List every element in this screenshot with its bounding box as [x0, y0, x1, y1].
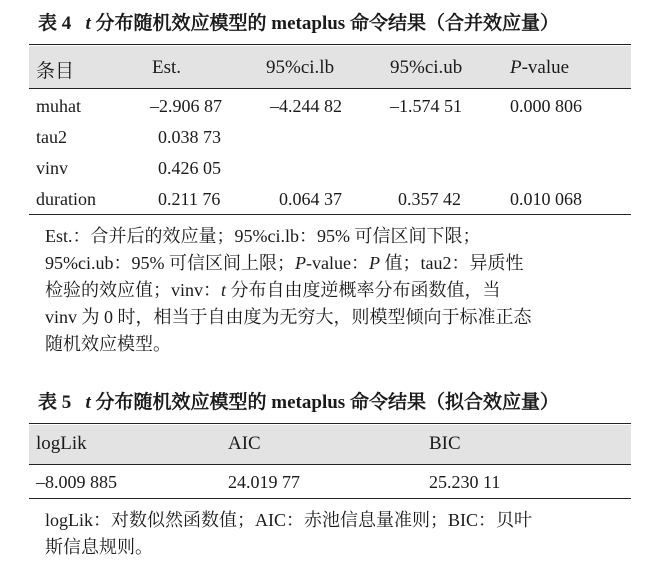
table4-cell: duration [36, 189, 96, 209]
table4-caption-prefix: 表 4 [38, 13, 72, 34]
table4-cell: vinv [36, 158, 69, 178]
table4-header-p: P [510, 57, 522, 78]
table4-cell: –4.244 82 [270, 96, 342, 116]
table4-note [45, 223, 615, 358]
table5-caption-t: t [85, 392, 91, 413]
table4-header-rule [29, 88, 631, 89]
table4-cell: 0.211 76 [158, 189, 221, 209]
table4-note-line: Est.：合并后的效应量；95%ci.lb：95% 可信区间下限； [45, 226, 481, 246]
table4-header-ciub: 95%ci.ub [390, 57, 463, 78]
table5-cell: 25.230 11 [429, 472, 501, 492]
table5-caption [38, 387, 559, 414]
table4-cell: 0.038 73 [158, 127, 221, 147]
table4-cell: –1.574 51 [390, 96, 462, 116]
table5-header-loglik: logLik [36, 433, 87, 454]
table5-note-line: 斯信息规则。 [45, 537, 153, 557]
table5-cell: 24.019 77 [228, 472, 300, 492]
table4-note-line: 检验的效应值；vinv：t 分布自由度逆概率分布函数值，当 [45, 280, 501, 300]
table5-note [45, 507, 615, 561]
table4-cell: muhat [36, 96, 81, 116]
table5-header-rule [29, 464, 631, 465]
table4-header-pvalue-label: -value [521, 57, 570, 78]
table4-header-pvalue [510, 57, 569, 79]
table4-caption-text: 分布随机效应模型的 metaplus 命令结果（合并效应量） [95, 13, 559, 34]
table5-note-line: logLik：对数似然函数值；AIC：赤池信息量准则；BIC：贝叶 [45, 510, 532, 530]
table4-cell: 0.000 806 [510, 96, 582, 116]
table4-caption [38, 8, 559, 35]
table4-cell: –2.906 87 [150, 96, 222, 116]
table5-caption-prefix: 表 5 [38, 392, 72, 413]
table4-cell: 0.064 37 [279, 189, 342, 209]
table4-bottom-rule [29, 214, 631, 215]
table4-cell: 0.426 05 [158, 158, 221, 178]
table4-cell: tau2 [36, 127, 67, 147]
table4-cell: 0.010 068 [510, 189, 582, 209]
table5-cell: –8.009 885 [36, 472, 117, 492]
table4-top-rule [29, 44, 631, 45]
table5-top-rule [29, 423, 631, 424]
table4-cell: 0.357 42 [398, 189, 461, 209]
table4-caption-t: t [85, 13, 91, 34]
table4-header-item: 条目 [36, 61, 75, 82]
table5-header-band [29, 425, 631, 464]
table4-header-est: Est. [152, 57, 182, 78]
table4-note-line: 95%ci.ub：95% 可信区间上限；P-value：P 值；tau2：异质性 [45, 253, 524, 273]
table5-header-aic: AIC [228, 433, 261, 454]
table5-caption-text: 分布随机效应模型的 metaplus 命令结果（拟合效应量） [95, 392, 559, 413]
table5-header-bic: BIC [429, 433, 461, 454]
table5-bottom-rule [29, 498, 631, 499]
table4-note-line: vinv 为 0 时，相当于自由度为无穷大，则模型倾向于标准正态 [45, 307, 532, 327]
table4-header-cilb: 95%ci.lb [266, 57, 335, 78]
table4-note-line: 随机效应模型。 [45, 334, 171, 354]
